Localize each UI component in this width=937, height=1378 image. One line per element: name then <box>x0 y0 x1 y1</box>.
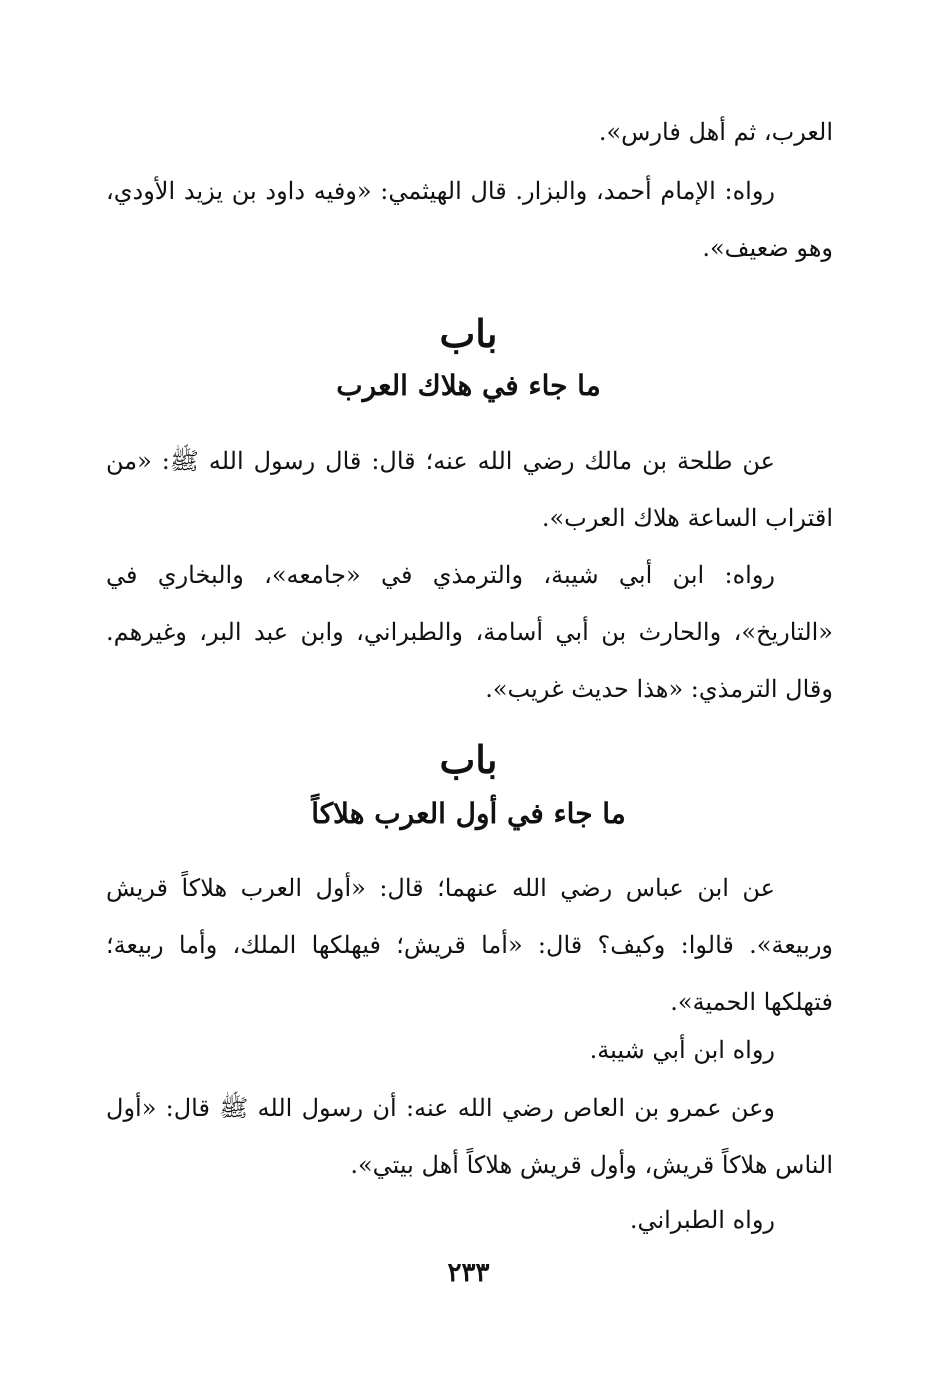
paragraph-narration-tirmidhi: رواه: ابن أبي شيبة، والترمذي في «جامعه»، والبخاري في «التاريخ»، والحارث بن أبي أسامة، والطبراني، وابن عبد البر، وغيرهم. وقال الترمذي: «هذا حديث غريب». <box>106 561 833 703</box>
paragraph-hadith-ibn-abbas: عن ابن عباس رضي الله عنهما؛ قال: «أول العرب هلاكاً قريش وربيعة». قالوا: وكيف؟ قال: «أما قريش؛ فيهلكها الملك، وأما ربيعة؛ فتهلكها الحمية». <box>106 874 833 1016</box>
paragraph-narration-ahmad: رواه: الإمام أحمد، والبزار. قال الهيثمي: «وفيه داود بن يزيد الأودي، وهو ضعيف». <box>106 177 833 262</box>
paragraph-hadith-talha: عن طلحة بن مالك رضي الله عنه؛ قال: قال رسول الله ﷺ: «من اقتراب الساعة هلاك العرب». <box>106 447 833 532</box>
paragraph-continuation: العرب، ثم أهل فارس». <box>598 118 833 146</box>
page-number: ٢٣٣ <box>447 1258 490 1288</box>
section-title-2: ما جاء في أول العرب هلاكاً <box>311 797 626 830</box>
paragraph-narration-tabarani: رواه الطبراني. <box>629 1206 775 1234</box>
section-heading-bab-2: باب <box>439 737 498 782</box>
paragraph-hadith-amr: وعن عمرو بن العاص رضي الله عنه: أن رسول الله ﷺ قال: «أول الناس هلاكاً قريش، وأول قريش هلاكاً أهل بيتي». <box>106 1094 833 1179</box>
paragraph-narration-ibn-abi-shayba: رواه ابن أبي شيبة. <box>589 1036 775 1064</box>
section-heading-bab-1: باب <box>439 311 498 356</box>
section-title-1: ما جاء في هلاك العرب <box>336 369 601 402</box>
